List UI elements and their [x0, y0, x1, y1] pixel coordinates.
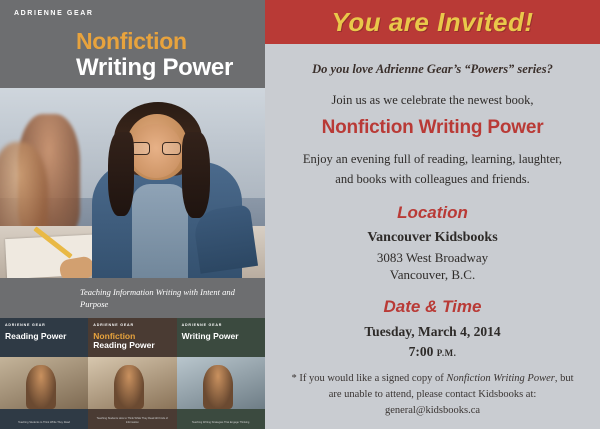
- event-date: Tuesday, March 4, 2014: [364, 324, 501, 339]
- series-book-3-photo: [177, 357, 265, 409]
- cover-author: ADRIENNE GEAR: [14, 10, 94, 17]
- series-book-3-title-main: Writing Power: [181, 331, 239, 341]
- series-book-2-title-main: Reading Power: [93, 340, 155, 351]
- cover-title-line1: Nonfiction: [76, 28, 187, 54]
- event-time-suffix: P.M.: [436, 348, 457, 358]
- location-address: 3083 West Broadway: [376, 250, 489, 265]
- series-book-1-title-main: Reading Power: [5, 331, 67, 341]
- series-book-2-caption: Teaching Students How to Think While They Read All Kinds of Information: [96, 417, 168, 425]
- series-book-2-author: ADRIENNE GEAR: [93, 323, 134, 327]
- event-time: [265, 344, 600, 360]
- invitation-banner: [265, 0, 600, 44]
- series-book-2-title: [93, 332, 154, 350]
- photo-student-glasses: [131, 142, 181, 155]
- invitation-enjoy-line1: Enjoy an evening full of reading, learning, laughter,: [302, 152, 563, 166]
- invitation-enjoy-line2: and books with colleagues and friends.: [335, 172, 530, 186]
- signed-copy-note: [289, 371, 576, 418]
- note-book-title: Nonfiction Writing Power: [446, 373, 555, 384]
- note-middle: , but are unable to attend, please contact Kidsbooks at:: [328, 373, 574, 400]
- location-city: Vancouver, B.C.: [389, 267, 476, 282]
- series-book-3-author: ADRIENNE GEAR: [181, 323, 223, 327]
- series-book-1: [0, 318, 88, 429]
- series-book-1-photo: [0, 357, 88, 409]
- series-book-3-caption: Teaching Writing Strategies That Engage Thinking: [191, 421, 250, 425]
- cover-photo: [0, 88, 265, 278]
- photo-student-hair-left: [108, 132, 134, 216]
- invitation-join-text: Join us as we celebrate the newest book,: [331, 93, 534, 107]
- location-name: Vancouver Kidsbooks: [367, 230, 498, 245]
- cover-subtitle: Teaching Information Writing with Intent and Purpose: [80, 287, 235, 310]
- series-book-2-title-highlight: Nonfiction: [93, 331, 136, 341]
- contact-email[interactable]: general@kidsbooks.ca: [384, 404, 481, 416]
- photo-student-shirt: [132, 184, 188, 278]
- series-book-1-figure: [26, 365, 56, 409]
- note-prefix: * If you would like a signed copy of: [291, 373, 447, 384]
- series-book-2: [88, 318, 176, 429]
- datetime-heading: Date & Time: [383, 297, 482, 316]
- series-book-1-caption: Teaching Students to Think While They Read: [18, 421, 70, 425]
- series-strip: [0, 318, 265, 429]
- series-book-2-figure: [114, 365, 144, 409]
- series-book-3: [177, 318, 265, 429]
- photo-student-hair-right: [182, 132, 210, 218]
- location-heading: Location: [397, 203, 468, 222]
- series-book-1-author: ADRIENNE GEAR: [5, 323, 46, 327]
- invitation-book-title: Nonfiction Writing Power: [321, 117, 544, 138]
- series-book-1-title: [5, 332, 66, 341]
- series-book-2-photo: [88, 357, 176, 409]
- invitation-panel: [265, 0, 600, 429]
- book-cover-panel: [0, 0, 265, 429]
- series-book-3-title: [182, 332, 239, 341]
- event-time-value: 7:00: [408, 344, 434, 359]
- series-book-3-figure: [203, 365, 233, 409]
- invitation-question: Do you love Adrienne Gear’s “Powers” series?: [312, 62, 553, 76]
- cover-title-line2: Writing Power: [76, 54, 233, 81]
- invitation-banner-text: You are Invited!: [331, 7, 534, 37]
